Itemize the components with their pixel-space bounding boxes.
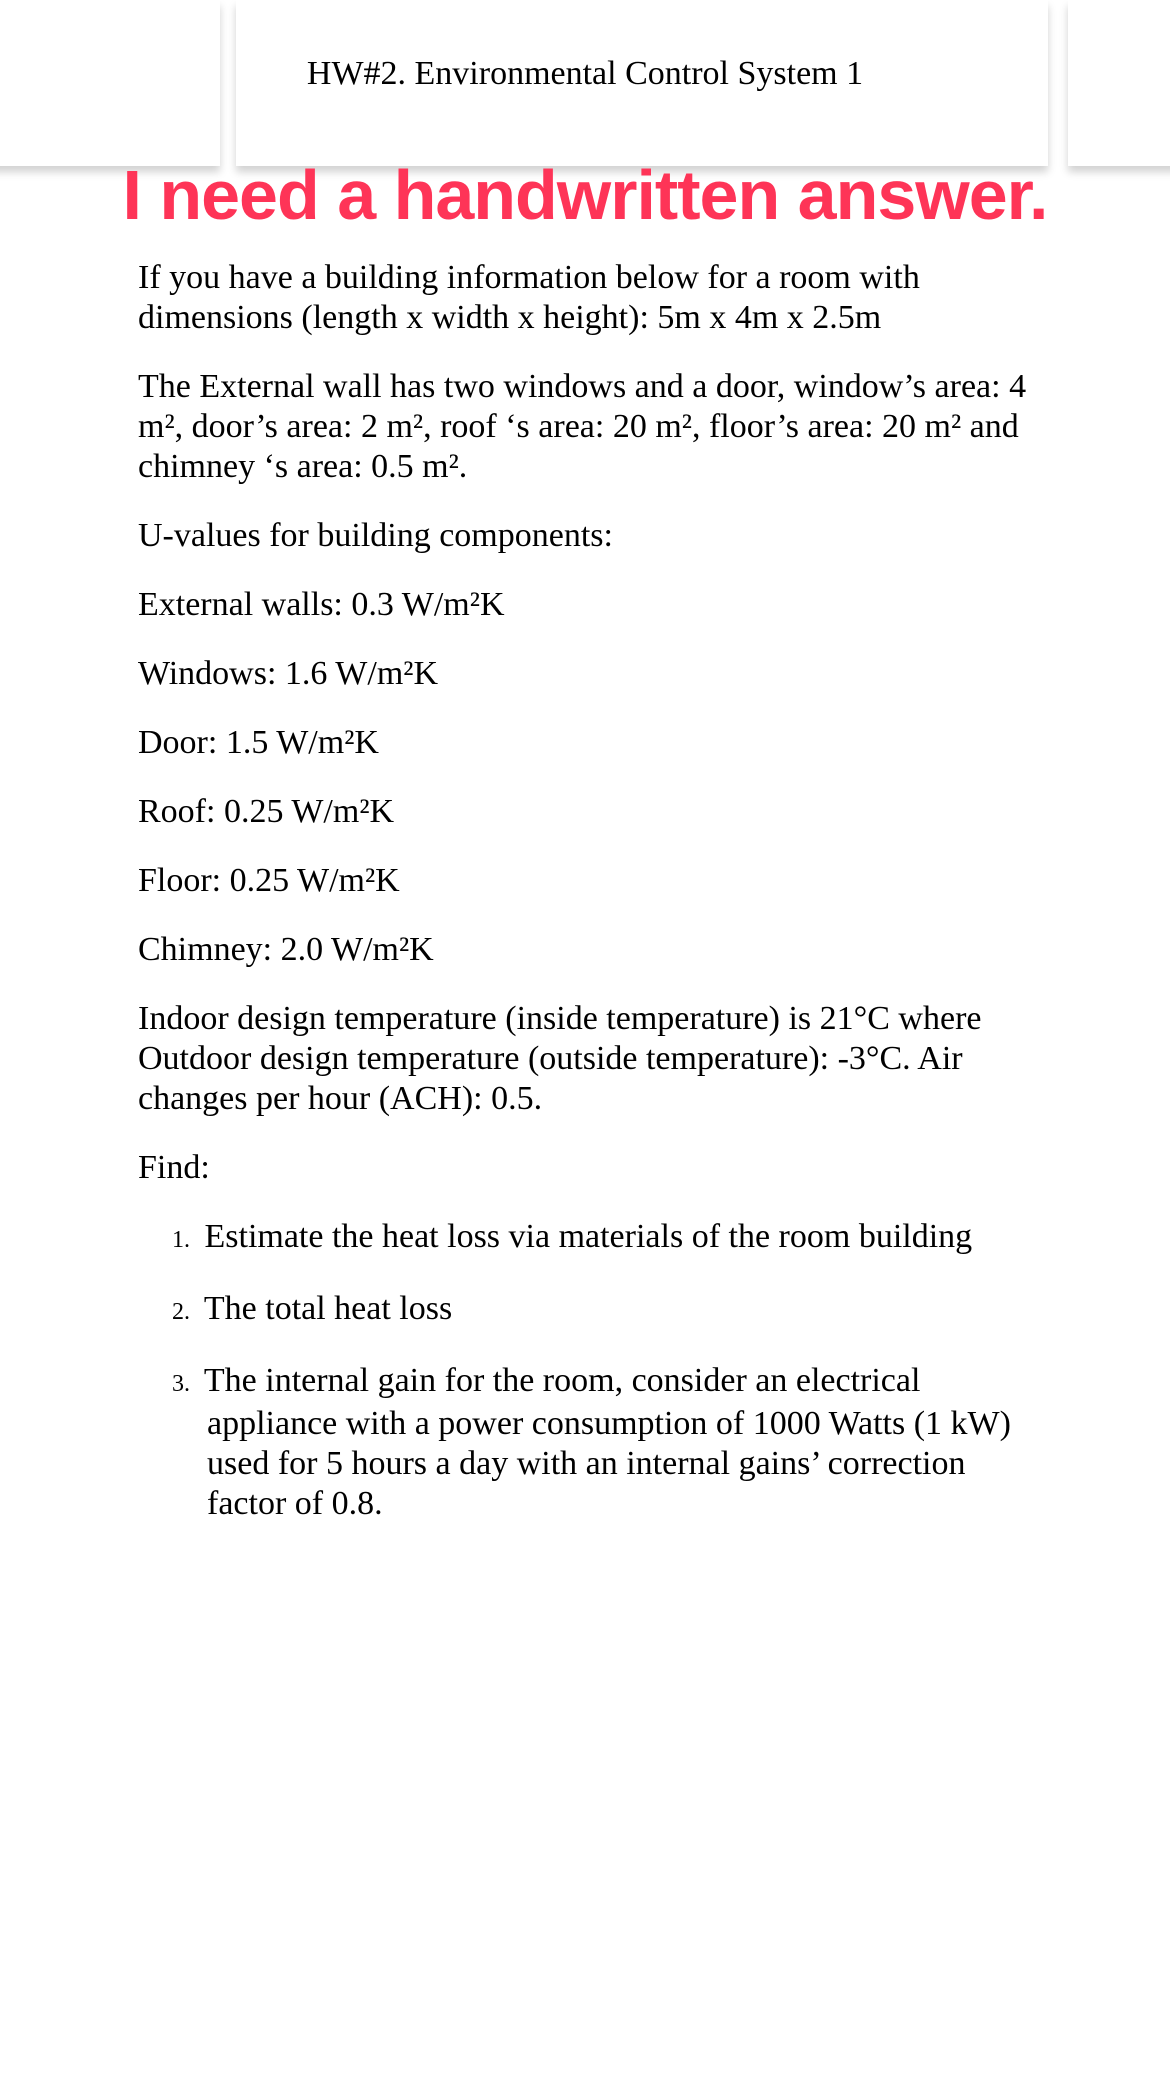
temperatures-paragraph: Indoor design temperature (inside temperature) is 21°C where Outdoor design temperature (outside temperature): -3°C. Air changes per hour (ACH): 0.5. <box>138 1000 982 1117</box>
areas-paragraph: The External wall has two windows and a door, window’s area: 4 m², door’s area: 2 m², roof ‘s area: 20 m², floor’s area: 20 m² and chimney ‘s area: 0.5 m². <box>138 368 1027 485</box>
u-value-external-walls: External walls: 0.3 W/m²K <box>138 586 505 623</box>
find-heading: Find: <box>138 1149 210 1186</box>
document-title: HW#2. Environmental Control System 1 <box>306 55 864 92</box>
u-values-heading: U-values for building components: <box>138 517 613 554</box>
find-item <box>172 1217 1038 1260</box>
u-value-chimney: Chimney: 2.0 W/m²K <box>138 931 434 968</box>
find-item <box>172 1289 1038 1332</box>
find-item-number: 1. <box>172 1227 190 1253</box>
u-value-roof: Roof: 0.25 W/m²K <box>138 793 395 830</box>
find-item-number: 3. <box>172 1371 190 1397</box>
handwritten-request-banner: I need a handwritten answer. <box>122 156 1048 234</box>
find-item-text: Estimate the heat loss via materials of the room building <box>204 1218 973 1255</box>
intro-paragraph: If you have a building information below for a room with dimensions (length x width x height): 5m x 4m x 2.5m <box>138 259 920 336</box>
u-value-floor: Floor: 0.25 W/m²K <box>138 862 400 899</box>
find-list <box>138 1217 1038 1524</box>
u-value-door: Door: 1.5 W/m²K <box>138 724 379 761</box>
find-item-text: The total heat loss <box>203 1290 453 1327</box>
find-item-text: The internal gain for the room, consider an electrical appliance with a power consumption of 1000 Watts (1 kW) used for 5 hours a day with an internal gains’ correction factor of 0.8. <box>203 1362 1011 1522</box>
u-value-windows: Windows: 1.6 W/m²K <box>138 655 439 692</box>
find-item <box>172 1361 1038 1524</box>
header-area <box>0 0 1170 166</box>
document-body <box>138 258 1038 1553</box>
find-item-number: 2. <box>172 1299 190 1325</box>
